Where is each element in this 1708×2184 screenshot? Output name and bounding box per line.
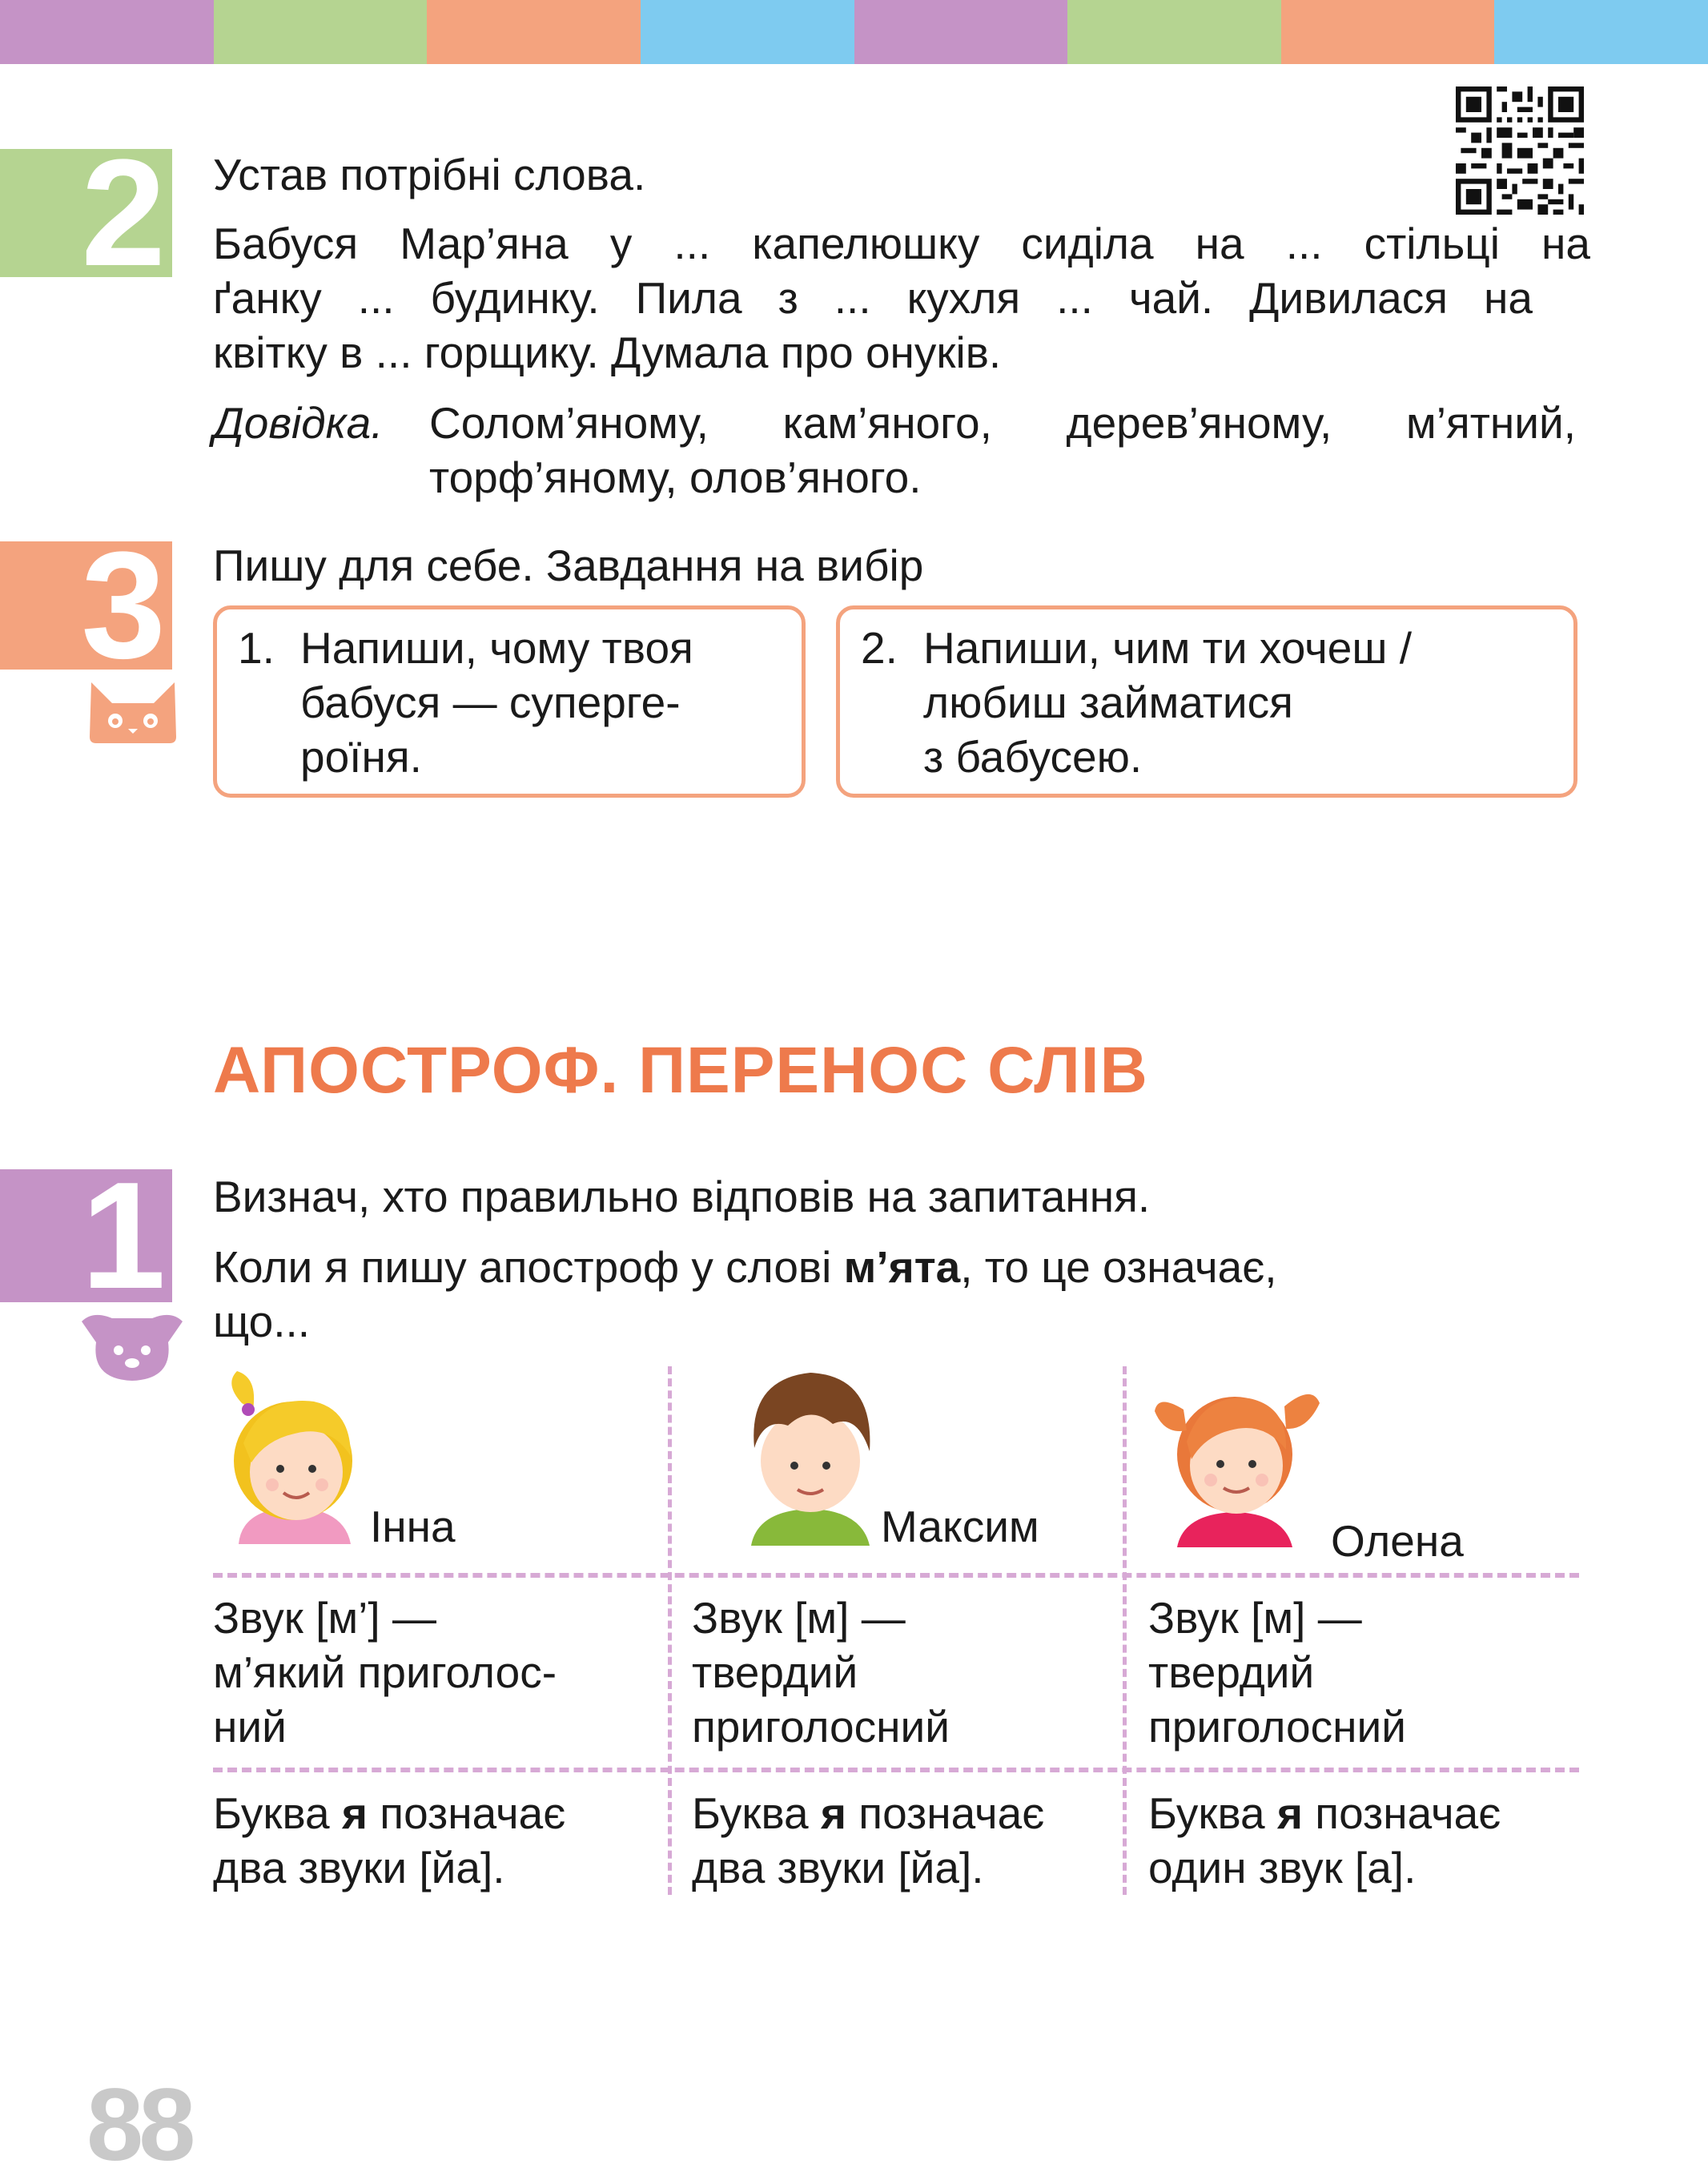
choice-option-1[interactable] [213, 605, 806, 798]
answer-line: один звук [а]. [1148, 1843, 1417, 1892]
question-text-start: Коли я пишу апостроф у слові [213, 1242, 844, 1292]
section-title: АПОСТРОФ. ПЕРЕНОС СЛІВ [213, 1034, 1148, 1107]
task-number-badge: 3 [0, 541, 172, 670]
task-instruction: Пишу для себе. Завдання на вибір [213, 541, 924, 590]
color-segment [214, 0, 428, 64]
answer-text: позначає [1303, 1788, 1501, 1838]
answer-letter: я [820, 1788, 847, 1838]
answer-line: ний [213, 1702, 287, 1752]
task-number-badge: 2 [0, 149, 172, 277]
answer-letter: я [1276, 1788, 1304, 1838]
answer-line [692, 1786, 1044, 1840]
task-instruction: Визнач, хто правильно відповів на запитання. [213, 1172, 1151, 1221]
top-color-bar [0, 0, 1708, 64]
question-text-end: , то це означає, [960, 1242, 1277, 1292]
color-segment [1494, 0, 1708, 64]
choice-text-line: з бабусею. [923, 732, 1143, 782]
color-segment [0, 0, 214, 64]
color-segment [1281, 0, 1495, 64]
answer-text: Буква [213, 1788, 342, 1838]
choice-text-line: роїня. [300, 732, 422, 782]
child-name: Максим [881, 1502, 1039, 1551]
boy-avatar [737, 1361, 881, 1551]
answer-cell [1148, 1786, 1501, 1895]
page-number: 88 [86, 2068, 191, 2182]
color-segment [641, 0, 854, 64]
child-name: Олена [1331, 1516, 1464, 1566]
task-text-line: квітку в ... горщику. Думала про онуків. [213, 328, 1002, 377]
table-divider [213, 1768, 1579, 1772]
hint-words: Солом’яному, кам’яного, дерев’яному, м’ятний, [429, 398, 1576, 448]
column-divider [668, 1366, 672, 1895]
answer-text: позначає [368, 1788, 566, 1838]
question-text-line2: що... [213, 1297, 311, 1346]
answer-line: Звук [м] — [1148, 1593, 1362, 1643]
table-divider [213, 1573, 1579, 1578]
choice-text-line: Напиши, чому твоя [300, 623, 693, 673]
answer-line [213, 1786, 565, 1840]
girl-redhead-avatar [1147, 1361, 1328, 1552]
answer-line: приголосний [1148, 1702, 1406, 1752]
dog-icon [78, 1310, 186, 1384]
color-segment [854, 0, 1068, 64]
answer-cell [213, 1591, 557, 1754]
choice-text-line: бабуся — суперге- [300, 678, 681, 727]
task-text-line: ґанку ... будинку. Пила з ... кухля ... чай. Дивилася на [213, 273, 1533, 323]
answer-text: Буква [692, 1788, 821, 1838]
child-name: Інна [370, 1502, 456, 1551]
answer-line: Звук [м] — [692, 1593, 906, 1643]
hint-words: торф’яному, олов’яного. [429, 452, 922, 502]
cat-icon [86, 679, 179, 745]
answer-line: Звук [м’] — [213, 1593, 436, 1643]
answer-text: Буква [1148, 1788, 1277, 1838]
question-keyword: м’ята [843, 1242, 961, 1292]
choice-number: 2. [861, 623, 898, 673]
choice-text-line: Напиши, чим ти хочеш / [923, 623, 1413, 673]
answer-letter: я [341, 1788, 368, 1838]
question-text [213, 1240, 1590, 1294]
girl-blonde-avatar [210, 1366, 378, 1552]
answer-line [1148, 1786, 1501, 1840]
color-segment [1067, 0, 1281, 64]
answer-line: твердий [1148, 1647, 1315, 1697]
task-instruction: Устав потрібні слова. [213, 150, 646, 199]
column-divider [1123, 1366, 1127, 1895]
choice-option-2[interactable] [836, 605, 1577, 798]
choice-text-line: любиш займатися [923, 678, 1293, 727]
answer-line: два звуки [йа]. [213, 1843, 505, 1892]
answer-cell [213, 1786, 565, 1895]
hint-label: Довідка. [213, 398, 384, 448]
answer-cell [692, 1591, 950, 1754]
color-segment [427, 0, 641, 64]
choice-number: 1. [238, 623, 275, 673]
task-text-line: Бабуся Мар’яна у ... капелюшку сиділа на ... стільці на [213, 219, 1590, 268]
answer-cell [692, 1786, 1044, 1895]
answer-line: два звуки [йа]. [692, 1843, 984, 1892]
answer-line: приголосний [692, 1702, 950, 1752]
answer-line: м’який приголос- [213, 1647, 557, 1697]
answer-text: позначає [846, 1788, 1045, 1838]
answer-line: твердий [692, 1647, 858, 1697]
qr-code-icon[interactable] [1456, 86, 1584, 215]
answer-cell [1148, 1591, 1406, 1754]
task-number-badge: 1 [0, 1169, 172, 1302]
